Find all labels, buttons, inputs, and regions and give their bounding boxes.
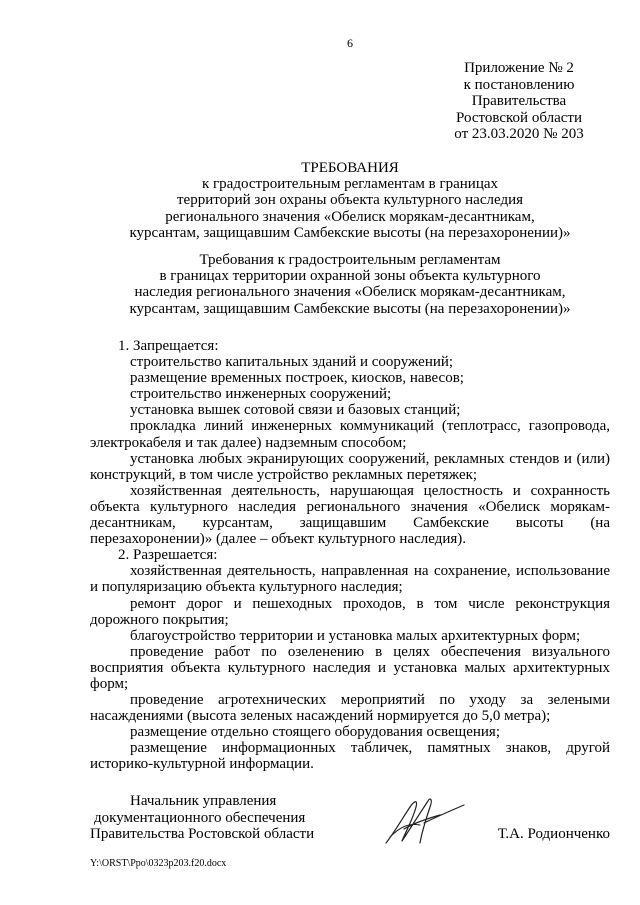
- prohibited-item: установка вышек сотовой связи и базовых станций;: [130, 402, 461, 419]
- section-heading-allowed: 2. Разрешается:: [118, 547, 218, 564]
- prohibited-item: хозяйственная деятельность, нарушающая целостность и сохранность объекта культурного наследия регионального значения «Обелиск морякам-десантникам, курсантам, защищавшим Самбекские высоты (на перезахоронении)» (далее – объект культурного наследия).: [90, 482, 610, 548]
- handwritten-signature: [380, 793, 470, 851]
- title-heading: ТРЕБОВАНИЯ: [301, 160, 399, 176]
- title-line: курсантам, защищавшим Самбекские высоты (на перезахоронении)»: [129, 224, 571, 241]
- prohibited-item: строительство капитальных зданий и сооружений;: [130, 354, 454, 371]
- signature-block: [90, 793, 610, 853]
- signer-position-line: Начальник управления: [130, 793, 277, 809]
- subtitle-line: в границах территории охранной зоны объекта культурного: [159, 268, 541, 285]
- subtitle-line: наследия регионального значения «Обелиск морякам-десантникам,: [134, 284, 566, 301]
- annex-line: Правительства: [471, 93, 567, 109]
- annex-block: [434, 60, 604, 143]
- signer-name: Т.А. Родионченко: [497, 826, 610, 842]
- title-line: территорий зон охраны объекта культурного наследия: [177, 192, 523, 209]
- annex-line: от 23.03.2020 № 203: [454, 126, 584, 142]
- subtitle-line: Требования к градостроительным регламентам: [199, 252, 501, 268]
- page-number: 6: [347, 36, 353, 50]
- document-body: [90, 338, 610, 773]
- allowed-item: проведение работ по озеленению в целях обеспечения визуального восприятия объекта культурного наследия и установка малых архитектурных форм;: [90, 643, 610, 692]
- document-title: [100, 160, 600, 241]
- allowed-item: размещение отдельно стоящего оборудования освещения;: [130, 724, 500, 741]
- annex-line: Приложение № 2: [464, 60, 574, 76]
- allowed-item: ремонт дорог и пешеходных проходов, в том числе реконструкция дорожного покрытия;: [90, 595, 610, 628]
- annex-line: к постановлению: [463, 76, 575, 93]
- prohibited-item: прокладка линий инженерных коммуникаций (теплотрасс, газопровода, электрокабеля и так далее) надземным способом;: [90, 418, 610, 451]
- allowed-item: хозяйственная деятельность, направленная на сохранение, использование и популяризацию объекта культурного наследия;: [90, 563, 610, 596]
- signer-position-line: Правительства Ростовской области: [90, 826, 315, 842]
- annex-line: Ростовской области: [456, 109, 582, 126]
- prohibited-item: установка любых экранирующих сооружений, рекламных стендов и (или) конструкций, в том числе устройство рекламных перетяжек;: [90, 450, 610, 483]
- section-heading-prohibited: 1. Запрещается:: [118, 338, 219, 354]
- prohibited-item: размещение временных построек, киосков, навесов;: [130, 370, 464, 387]
- title-line: регионального значения «Обелиск морякам-десантникам,: [165, 208, 535, 225]
- signer-position: [90, 793, 350, 843]
- document-subtitle: [100, 252, 600, 317]
- title-line: к градостроительным регламентам в границах: [201, 176, 499, 193]
- signer-position-line: документационного обеспечения: [94, 809, 306, 826]
- prohibited-item: строительство инженерных сооружений;: [130, 386, 392, 403]
- allowed-item: проведение агротехнических мероприятий по уходу за зелеными насаждениями (высота зеленых насаждений нормируется до 5,0 метра);: [90, 692, 610, 725]
- allowed-item: благоустройство территории и установка малых архитектурных форм;: [130, 627, 581, 644]
- allowed-item: размещение информационных табличек, памятных знаков, другой историко-культурной информации.: [90, 740, 610, 773]
- subtitle-line: курсантам, защищавшим Самбекские высоты (на перезахоронении)»: [129, 300, 571, 317]
- file-path: Y:\ORST\Ppo\0323p203.f20.docx: [90, 858, 227, 869]
